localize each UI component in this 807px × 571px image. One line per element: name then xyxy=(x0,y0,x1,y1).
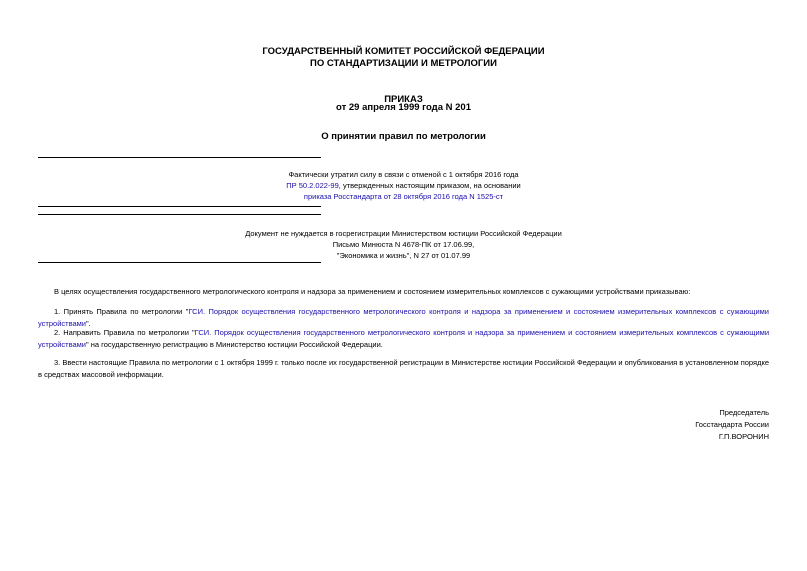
item-2-text: 2. Направить Правила по метрологии " xyxy=(54,328,195,337)
rules-link[interactable]: ГСИ. Порядок осуществления государственного метрологического контроля и надзора за применением и состоянием измерительных комплексов с сужающими устройствами xyxy=(38,328,770,349)
doc-date-number: от 29 апреля 1999 года N 201 xyxy=(336,102,471,113)
item-2 xyxy=(38,327,769,350)
signer-name: Г.П.ВОРОНИН xyxy=(718,432,769,441)
item-1-end: ". xyxy=(86,318,91,328)
registration-note-line2: Письмо Минюста N 4678-ПК от 17.06.99, xyxy=(332,240,475,249)
item-1 xyxy=(38,306,769,329)
divider xyxy=(38,262,321,263)
registration-note-line1: Документ не нуждается в госрегистрации Министерством юстиции Российской Федерации xyxy=(245,229,562,238)
signer-role-line1: Председатель xyxy=(719,408,769,417)
divider xyxy=(38,206,321,207)
divider xyxy=(38,214,321,215)
status-note-line2: , утвержденных настоящим приказом, на основании xyxy=(338,181,521,190)
item-3: 3. Ввести настоящие Правила по метрологии с 1 октября 1999 г. только после их государственной регистрации в Министерстве юстиции Российской Федерации и опубликования в установленном порядке в средствах массовой информации. xyxy=(38,358,769,379)
intro-paragraph: В целях осуществления государственного метрологического контроля и надзора за применением и состоянием измерительных комплексов с сужающими устройствами приказываю: xyxy=(54,287,691,296)
org-name-line1: ГОСУДАРСТВЕННЫЙ КОМИТЕТ РОССИЙСКОЙ ФЕДЕРАЦИИ xyxy=(262,46,545,57)
rule-link[interactable]: ПР 50.2.022-99 xyxy=(286,181,339,190)
document-header xyxy=(0,46,807,70)
item-2-end: " на государственную регистрацию в Министерство юстиции Российской Федерации. xyxy=(86,339,383,349)
registration-note xyxy=(0,228,807,261)
doc-subject: О принятии правил по метрологии xyxy=(321,131,486,142)
signer-role-line2: Госстандарта России xyxy=(695,420,769,429)
status-note xyxy=(0,169,807,202)
signature-block xyxy=(695,407,769,443)
item-1-text: 1. Принять Правила по метрологии " xyxy=(54,307,189,316)
divider xyxy=(38,157,321,158)
org-name-line2: ПО СТАНДАРТИЗАЦИИ И МЕТРОЛОГИИ xyxy=(310,58,497,69)
doc-type: ПРИКАЗ xyxy=(384,94,423,105)
status-note-line1: Фактически утратил силу в связи с отменой с 1 октября 2016 года xyxy=(288,170,519,179)
registration-note-line3: "Экономика и жизнь", N 27 от 01.07.99 xyxy=(336,251,471,260)
rules-link[interactable]: ГСИ. Порядок осуществления государственного метрологического контроля и надзора за применением и состоянием измерительных комплексов с сужающими устройствами xyxy=(38,307,769,328)
order-link[interactable]: приказа Росстандарта от 28 октября 2016 года N 1525-ст xyxy=(303,192,504,201)
